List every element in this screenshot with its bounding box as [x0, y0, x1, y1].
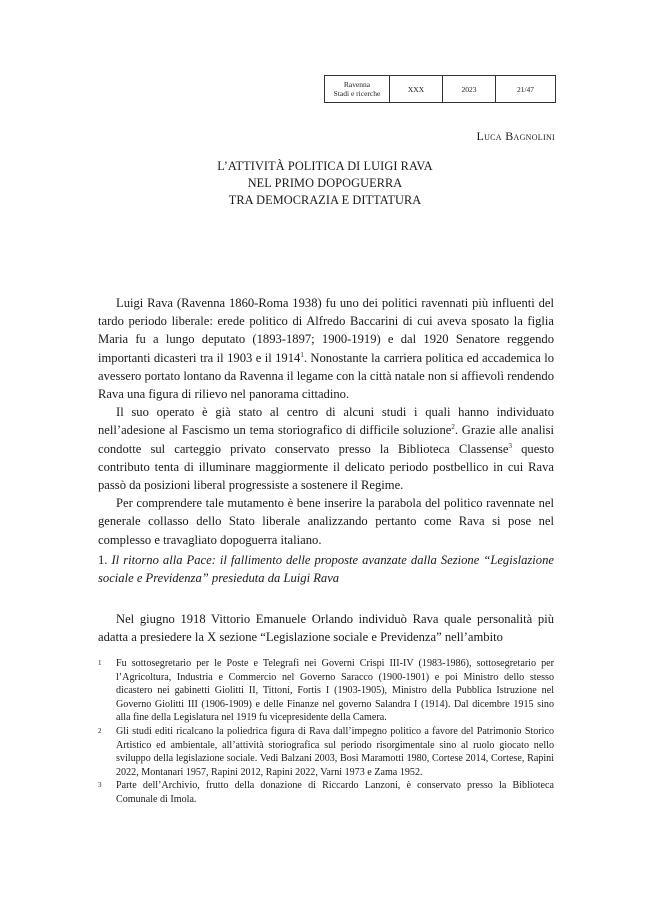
footnote-text: Gli studi editi ricalcano la poliedrica figura di Rava dall’impegno politico a favore del Patrimonio Storico Artistico ed ambientale, all’attività storiografica sul periodo risorgimentale sino al ruolo giocato nello sviluppo della legislazione sociale. Vedi Balzani 2003, Bosi Maramotti 1980, Cortese 2014, Cortese, Rapini 2022, Montanari 1957, Rapini 2012, Rapini 2022, Varni 1973 e Zama 1952. — [116, 725, 554, 778]
journal-name-cell — [325, 76, 390, 102]
footnote-number: 1 — [98, 659, 102, 667]
paragraph: Luigi Rava (Ravenna 1860-Roma 1938) fu uno dei politici ravennati più influenti del tardo periodo liberale: erede politico di Alfredo Baccarini di cui aveva sposato la figlia Maria fu a lungo deputato (1893-1897; 1900-1919) e dal 1920 Senatore reggendo importanti dicasteri tra il 1903 e il 1914$^1$. Nonostante la carriera politica ed accademica lo avessero portato lontano da Ravenna il legame con la città natale non si affievolì rendendo Rava una figura di rilievo nel panorama cittadino. — [98, 296, 554, 402]
footnote — [98, 657, 554, 725]
footnote-number: 2 — [98, 726, 102, 735]
footnote — [98, 779, 554, 806]
journal-pages: 21/47 — [516, 84, 535, 94]
footnote-ref[interactable]: 3 — [508, 441, 513, 450]
footnote-text: Parte dell’Archivio, frutto della donazione di Riccardo Lanzoni, è conservato presso la Biblioteca Comunale di Imola. — [116, 780, 554, 805]
section-title: Il ritorno alla Pace: il fallimento delle proposte avanzate dalla Sezione “Legislazione sociale e Previdenza” presieduta da Luigi Rava — [98, 553, 554, 586]
journal-year: 2023 — [443, 76, 496, 102]
title-line: NEL PRIMO DOPOGUERRA — [247, 176, 403, 190]
footnote-ref[interactable]: 2 — [451, 423, 455, 432]
intro-body — [98, 294, 554, 549]
journal-name-line2: Stadi e ricerche — [333, 89, 381, 98]
journal-header-box — [324, 75, 556, 103]
title-line: L’ATTIVITÀ POLITICA DI LUIGI RAVA — [217, 159, 433, 173]
paragraph: Il suo operato è già stato al centro di alcuni studi i quali hanno individuato nell’adesione al Fascismo un tema storiografico di difficile soluzione$^2$. Grazie alle analisi condotte sul carteggio privato conservato presso la Biblioteca Classense$^3$ questo contributo tenta di illuminare maggiormente il delicato periodo postbellico in cui Rava passò da posizioni liberal progressiste a sostenere il Regime. — [98, 405, 554, 493]
footnote-text: Fu sottosegretario per le Poste e Telegrafi nei Governi Crispi III-IV (1983-1986), sottosegretario per l’Agricoltura, Industria e Commercio nel Governo Saracco (1900-1901) e poi Ministro dello stesso dicastero nei gabinetti Giolitti II, Tittoni, Fortis I (1903-1905), Ministro della Pubblica Istruzione nel Governo Giolitti III (1906-1909) e delle Finanze nel governo Salandra I (1914). Dal dicembre 1915 sino alla fine della Legislatura nel 1919 fu vicepresidente della Camera. — [116, 658, 554, 724]
footnote-number: 3 — [98, 781, 102, 790]
title-line: TRA DEMOCRAZIA E DITTATURA — [228, 193, 422, 207]
journal-volume: XXX — [390, 76, 443, 102]
section-heading — [98, 551, 554, 587]
footnotes — [98, 657, 554, 807]
section-paragraph: Nel giugno 1918 Vittorio Emanuele Orlando individuò Rava quale personalità più adatta a presiedere la X sezione “Legislazione sociale e Previdenza” nell’ambito — [98, 612, 554, 645]
footnote-ref[interactable]: 1 — [300, 350, 304, 359]
journal-name-line1: Ravenna — [343, 80, 371, 89]
article-title — [100, 158, 550, 209]
section-number: 1. — [98, 553, 108, 567]
paragraph: Per comprendere tale mutamento è bene inserire la parabola del politico ravennate nel generale collasso dello Stato liberale analizzando pertanto come Rava si pose nel complesso e travagliato dopoguerra italiano. — [98, 496, 554, 547]
footnote — [98, 725, 554, 779]
author-name: Luca Bagnolini — [476, 129, 555, 143]
